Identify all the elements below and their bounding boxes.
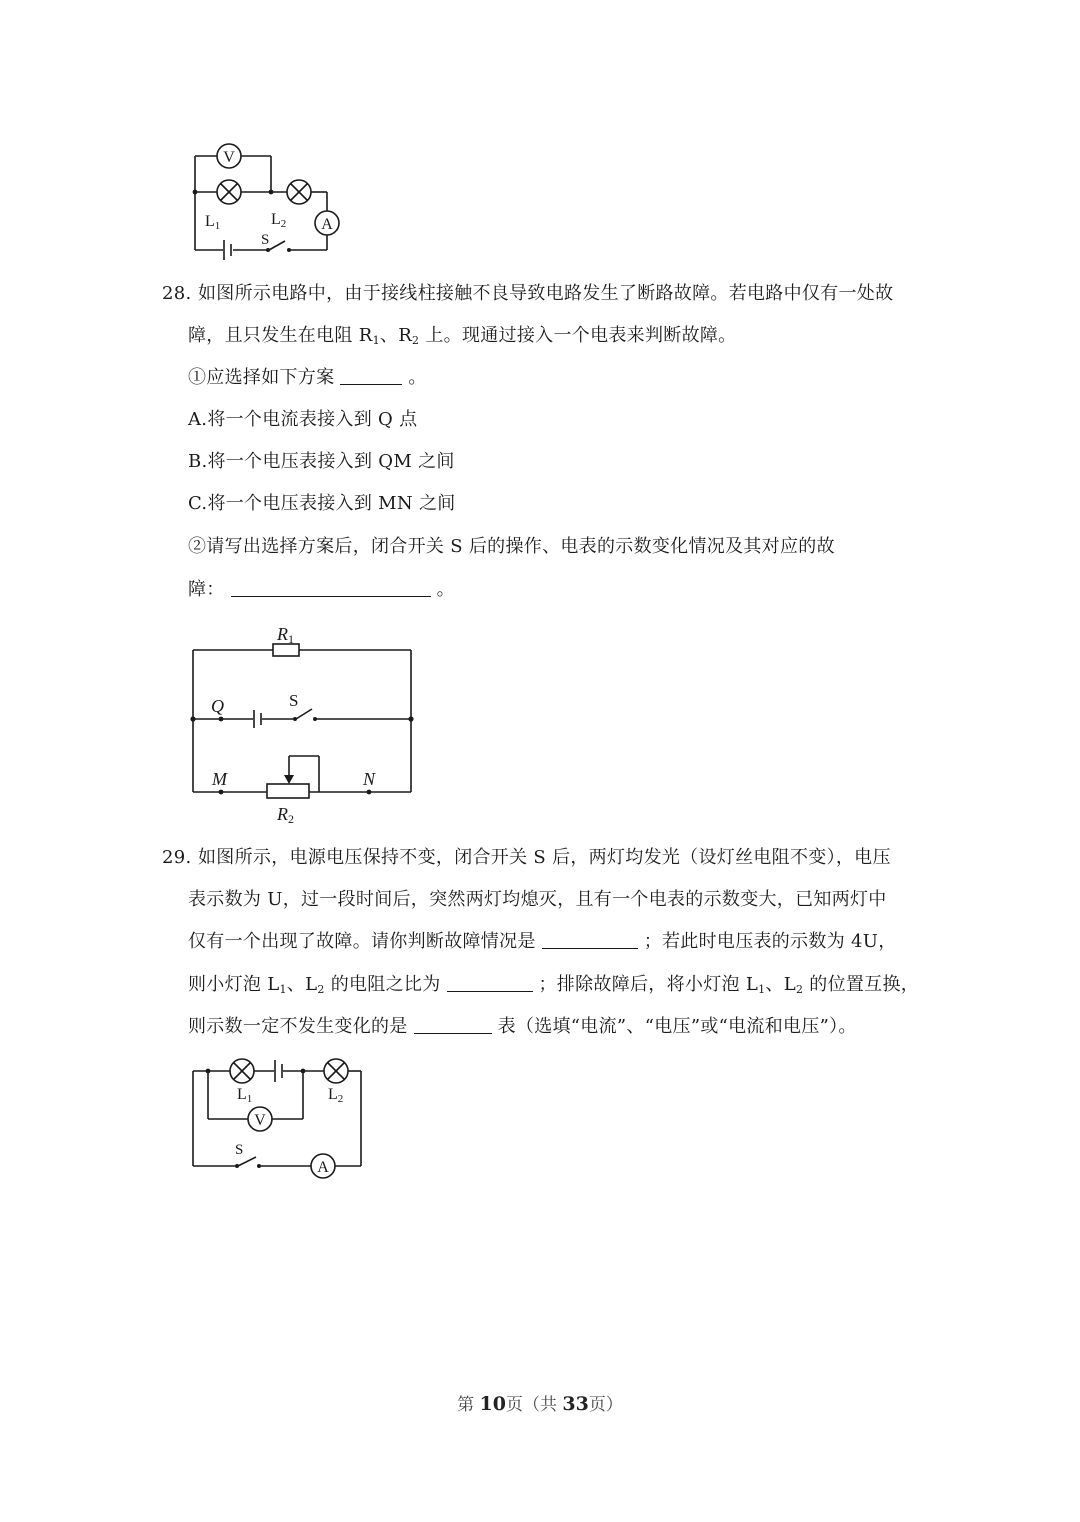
q28-text-1: 如图所示电路中，由于接线柱接触不良导致电路发生了断路故障。若电路中仅有一处故 <box>198 283 894 304</box>
footer-middle: 页（共 <box>506 1395 563 1415</box>
current-page-number: 10 <box>479 1393 506 1415</box>
circuit-diagram-top <box>185 140 355 260</box>
circuit-diagram-q29 <box>185 1055 375 1180</box>
lamp-l2-icon <box>324 1059 348 1083</box>
answer-blank-29-1[interactable] <box>542 930 638 949</box>
q28-part-2: ②请写出选择方案后，闭合开关 S 后的操作、电表的示数变化情况及其对应的故 <box>188 536 835 557</box>
voltmeter-label: V <box>223 149 235 166</box>
switch-s-label: S <box>289 691 299 710</box>
q29-line-3 <box>188 930 897 954</box>
r1-label: R1 <box>277 624 294 646</box>
point-q-label: Q <box>211 696 224 716</box>
total-page-number: 33 <box>562 1393 589 1415</box>
point-m-label: M <box>212 769 227 789</box>
q28-part-1-text: ①应选择如下方案 <box>188 367 335 388</box>
slider-arrow-icon <box>284 775 294 784</box>
lamp-l2-label: L2 <box>271 211 287 230</box>
q28-part-2-text: 障： <box>188 579 225 600</box>
switch-label: S <box>261 232 270 248</box>
lamp-l1-icon <box>217 180 241 204</box>
lamp-l1-label: L1 <box>237 1086 253 1105</box>
ammeter-label: A <box>321 216 333 233</box>
q29-text-4f: 的位置互换， <box>803 974 920 995</box>
q29-text-1: 如图所示，电源电压保持不变，闭合开关 S 后，两灯均发光（设灯丝电阻不变），电压 <box>198 847 891 868</box>
q29-line-4 <box>188 973 919 997</box>
q29-text-3b: ；若此时电压表的示数为 4U， <box>643 931 897 952</box>
q28-part-2-end: 。 <box>436 579 455 600</box>
q29-sub-1b: 1 <box>758 983 766 996</box>
q28-part-2-line-2 <box>188 578 455 602</box>
q29-text-3a: 仅有一个出现了故障。请你判断故障情况是 <box>188 931 536 952</box>
q29-line-2: 表示数为 U，过一段时间后，突然两灯均熄灭，且有一个电表的示数变大，已知两灯中 <box>188 889 887 910</box>
footer-prefix: 第 <box>457 1395 480 1415</box>
lamp-l1-label: L1 <box>205 213 221 232</box>
q28-option-c: C.将一个电压表接入到 MN 之间 <box>188 493 456 514</box>
q29-line-1 <box>162 846 891 870</box>
q29-text-4c: 的电阻之比为 <box>324 974 441 995</box>
q28-part-1 <box>188 366 427 390</box>
q29-number: 29. <box>162 847 192 868</box>
switch-label: S <box>235 1142 244 1158</box>
q29-sub-2b: 2 <box>795 983 804 996</box>
page-footer <box>0 1390 1080 1415</box>
point-n-label: N <box>363 769 376 789</box>
q28-line-1 <box>162 282 893 306</box>
voltmeter-label: V <box>254 1112 266 1129</box>
q28-text-2c: 上。现通过接入一个电表来判断故障。 <box>419 325 737 346</box>
q28-text-2a: 障，且只发生在电阻 R <box>188 325 373 346</box>
circuit-diagram-q28 <box>185 618 425 828</box>
q29-text-4d: ；排除故障后，将小灯泡 L <box>538 974 759 995</box>
q29-sub-1a: 1 <box>279 983 287 996</box>
q29-line-5 <box>188 1015 857 1039</box>
q28-number: 28. <box>162 283 192 304</box>
q28-option-a: A.将一个电流表接入到 Q 点 <box>188 409 418 430</box>
answer-blank-29-3[interactable] <box>414 1015 492 1034</box>
footer-suffix: 页） <box>588 1395 623 1415</box>
q28-sub-1: 1 <box>372 334 380 347</box>
q28-part-1-end: 。 <box>408 367 427 388</box>
q29-text-5a: 则示数一定不发生变化的是 <box>188 1016 408 1037</box>
q29-text-4a: 则小灯泡 L <box>188 974 280 995</box>
q28-sub-2: 2 <box>412 334 420 347</box>
q28-option-b: B.将一个电压表接入到 QM 之间 <box>188 451 455 472</box>
lamp-l2-label: L2 <box>328 1086 344 1105</box>
q28-line-2 <box>188 324 736 348</box>
ammeter-label: A <box>317 1159 329 1176</box>
q29-sub-2a: 2 <box>317 983 325 996</box>
answer-blank-28-2[interactable] <box>231 578 431 597</box>
lamp-l2-icon <box>287 180 311 204</box>
q29-text-4e: 、L <box>765 974 796 995</box>
r2-label: R2 <box>277 804 294 826</box>
answer-blank-29-2[interactable] <box>447 973 533 992</box>
q28-text-2b: 、R <box>379 325 413 346</box>
q29-text-5b: 表（选填“电流”、“电压”或“电流和电压”）。 <box>497 1016 857 1037</box>
q29-text-4b: 、L <box>286 974 318 995</box>
answer-blank-28-1[interactable] <box>340 366 402 385</box>
lamp-l1-icon <box>230 1059 254 1083</box>
